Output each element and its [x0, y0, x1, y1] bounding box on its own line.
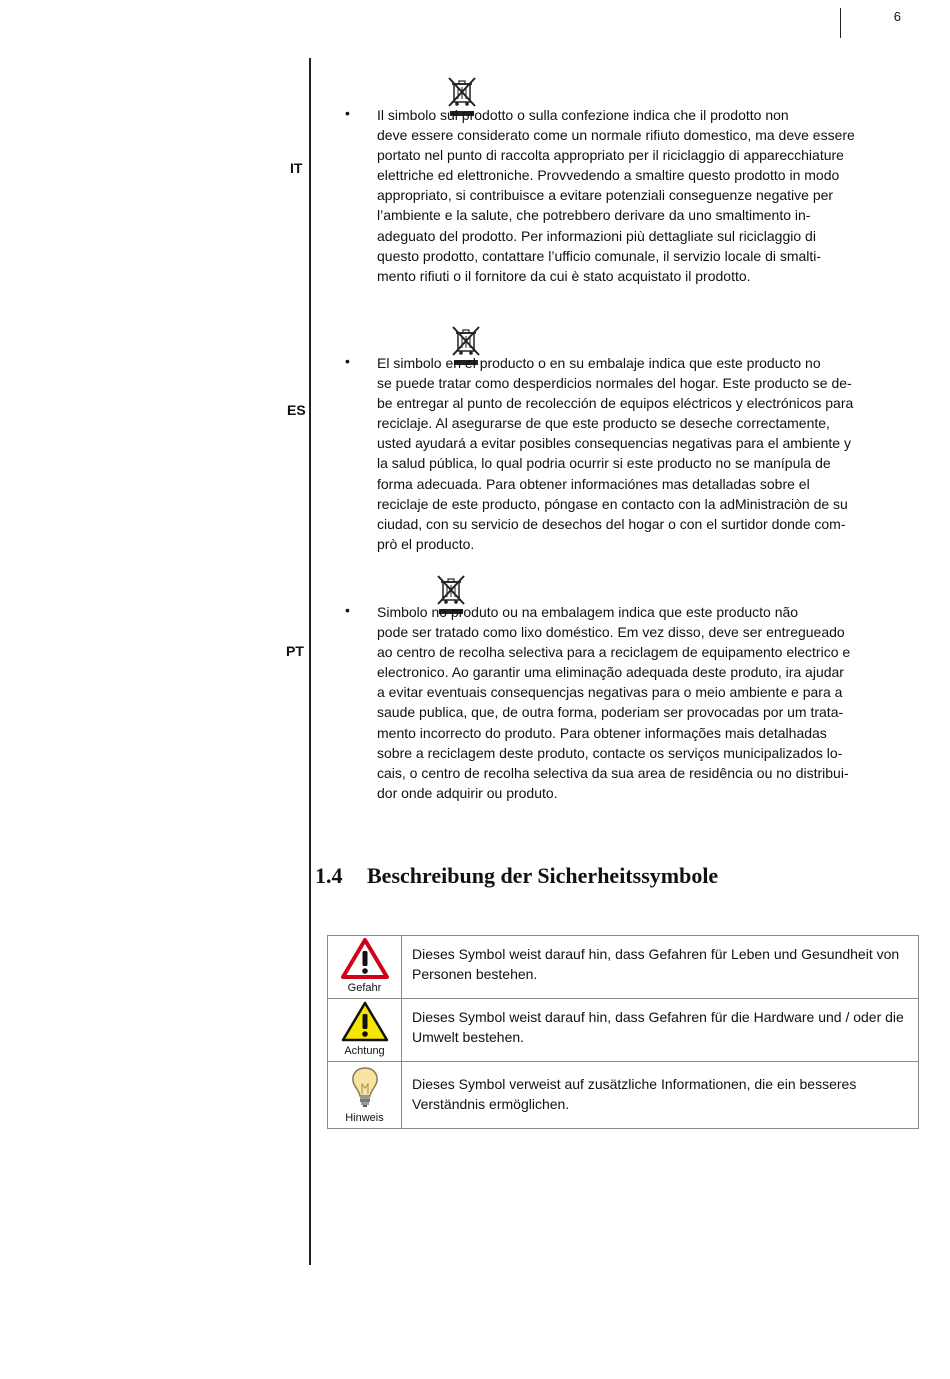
symbol-cell	[328, 1062, 402, 1129]
symbol-cell	[328, 936, 402, 999]
page-number: 6	[840, 8, 901, 38]
symbol-description: Dieses Symbol weist darauf hin, dass Gefahren für Leben und Gesundheit von Personen bestehen.	[402, 936, 919, 999]
caution-warning-icon	[340, 1000, 390, 1042]
section-title: Beschreibung der Sicherheitssymbole	[367, 863, 719, 888]
language-label-es: ES	[287, 402, 306, 418]
table-row	[328, 1062, 919, 1129]
section-number: 1.4	[315, 863, 343, 888]
paragraph-it: Il simbolo sul prodotto o sulla confezione indica che il prodotto non deve essere considerato come un normale rifiuto domestico, ma deve essere portato nel punto di raccolta appropriato per il riciclaggio di apparecchiature elettriche ed elettroniche. Provvedendo a smaltire questo prodotto in modo appropriato, si contribuisce a evitare potenziali conseguenze negative per l’ambiente e la salute, che potrebbero derivare da uno smaltimento in- adeguato del prodotto. Per informazioni più dettagliate sul riciclaggio di questo prodotto, contattare l’ufficio comunale, il servizio locale di smalti- mento rifiuti o il fornitore da cui è stato acquistato il prodotto.	[377, 107, 855, 284]
language-label-pt: PT	[286, 643, 304, 659]
table-row	[328, 936, 919, 999]
bullet: •	[345, 602, 350, 618]
language-label-it: IT	[290, 160, 303, 176]
symbol-description: Dieses Symbol weist darauf hin, dass Gefahren für die Hardware und / oder die Umwelt bestehen.	[402, 999, 919, 1062]
symbol-description: Dieses Symbol verweist auf zusätzliche Informationen, die ein besseres Verständnis ermöglichen.	[402, 1062, 919, 1129]
symbol-label: Hinweis	[345, 1112, 384, 1124]
paragraph-pt: Simbolo no produto ou na embalagem indica que este producto não pode ser tratado como lixo doméstico. Em vez disso, deve ser entregueado ao centro de recolha selectiva para a reciclagem de equipamento electrico e electronico. Ao garantir uma eliminação adequada deste produto, ira ajudar a evitar eventuais consequencjas negativas para o meio ambiente e para a saude publica, que, de outra forma, poderiam ser provocadas por um trata- mento incorrecto do produto. Para obtener informações mais detalhadas sobre a reciclagem deste produto, contacte os serviços municipalizados lo- cais, o centro de recolha selectiva da sua area de residência ou no distribui- dor onde adquirir ou produto.	[377, 604, 851, 801]
danger-warning-icon	[340, 937, 390, 979]
symbol-label: Achtung	[344, 1045, 385, 1057]
symbol-label: Gefahr	[347, 982, 382, 994]
safety-symbols-table	[327, 935, 919, 1129]
lightbulb-icon	[350, 1066, 380, 1108]
symbol-cell	[328, 999, 402, 1062]
bullet: •	[345, 353, 350, 369]
section-heading	[315, 863, 718, 889]
paragraph-es: El simbolo en el producto o en su embalaje indica que este producto no se puede tratar como desperdicios normales del hogar. Este producto se de- be entregar al punto de recolección de equipos eléctricos y electrónicos para reciclaje. Al asegurarse de que este producto se deseche correctamente, usted ayudará a evitar posibles consequencias negativas para el ambiente y la salud pública, lo qual podria ocurrir si este producto no se manípula de forma adecuada. Para obtener informaciónes mas detalladas sobre el reciclaje de este producto, póngase en contacto con la adMinistraciòn de su ciudad, con su servicio de desechos del hogar o con el surtidor donde com- prò el producto.	[377, 355, 854, 552]
table-row	[328, 999, 919, 1062]
bullet: •	[345, 105, 350, 121]
margin-rule	[309, 58, 311, 1265]
